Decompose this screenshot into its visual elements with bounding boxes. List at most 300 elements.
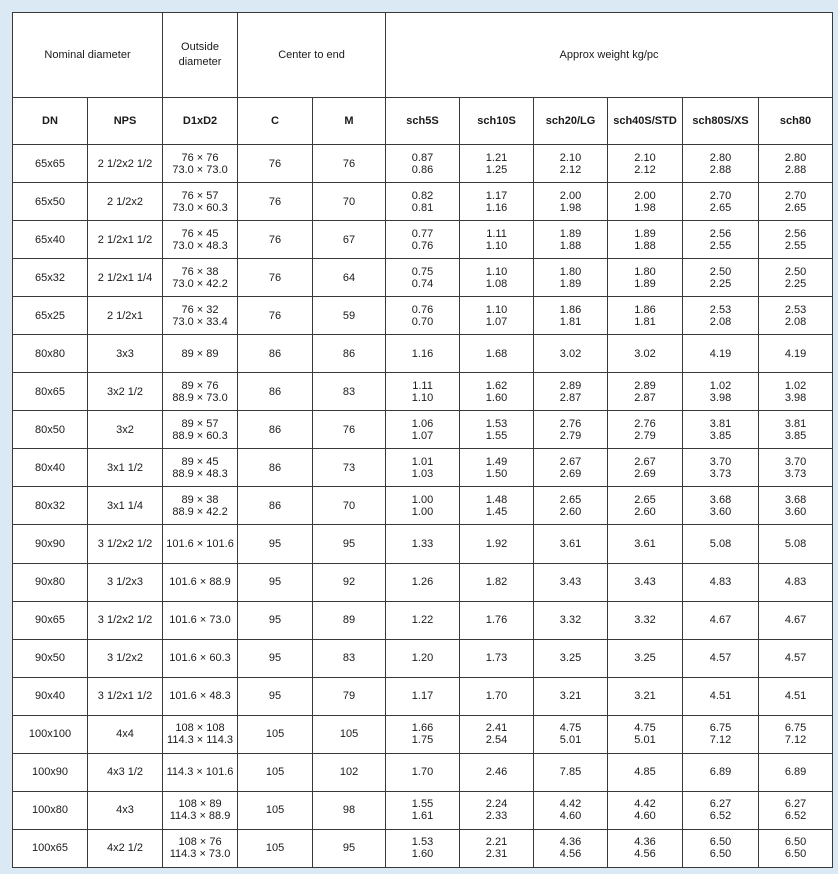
header-center-to-end: Center to end xyxy=(238,13,386,98)
sch5s-cell-line: 0.70 xyxy=(411,315,434,328)
sch80s-xs-cell-line: 4.51 xyxy=(709,690,732,703)
outside-diameter-cell xyxy=(163,183,238,221)
sch10s-cell xyxy=(460,411,534,449)
center-m-cell: 105 xyxy=(313,715,386,753)
outside-diameter-cell xyxy=(163,715,238,753)
sch40s-std-cell-line: 1.86 xyxy=(634,303,656,316)
sch20-lg-cell xyxy=(534,639,608,677)
table-row xyxy=(13,563,833,601)
sch80s-xs-cell-line: 6.89 xyxy=(709,766,732,779)
sch5s-cell-line: 1.20 xyxy=(411,652,434,665)
outside-diameter-cell xyxy=(163,829,238,867)
sch80s-xs-cell xyxy=(683,525,759,563)
center-c-cell: 95 xyxy=(238,525,313,563)
sch40s-std-cell-line: 3.61 xyxy=(634,537,656,550)
sch20-lg-cell-line: 2.10 xyxy=(559,151,582,164)
sch40s-std-cell-line: 4.85 xyxy=(634,766,656,779)
sch40s-std-cell-line: 4.60 xyxy=(634,810,656,823)
sch10s-cell-line: 1.16 xyxy=(485,201,508,214)
sch5s-cell xyxy=(386,715,460,753)
nps-cell: 4x3 xyxy=(88,791,163,829)
col-m-header: M xyxy=(313,98,386,145)
sch10s-cell-line: 1.45 xyxy=(485,505,508,518)
sch20-lg-cell-line: 2.65 xyxy=(559,493,582,506)
sch40s-std-cell xyxy=(608,335,683,373)
sch5s-cell xyxy=(386,525,460,563)
sch5s-cell-line: 1.00 xyxy=(411,493,434,506)
header-nominal-diameter: Nominal diameter xyxy=(13,13,163,98)
sch20-lg-cell-line: 3.61 xyxy=(559,537,582,550)
sch80s-xs-cell-line: 3.60 xyxy=(709,505,732,518)
sch80s-xs-cell-line: 6.75 xyxy=(709,722,732,735)
sch80-cell-line: 7.12 xyxy=(784,734,807,747)
sch20-lg-cell-line: 4.75 xyxy=(559,722,582,735)
center-c-cell: 86 xyxy=(238,487,313,525)
sch40s-std-cell-line: 2.89 xyxy=(634,379,656,392)
sch20-lg-cell xyxy=(534,601,608,639)
sch80-cell-line: 6.50 xyxy=(784,848,807,861)
sch10s-cell-line: 2.33 xyxy=(485,810,508,823)
sch80-cell-line: 2.80 xyxy=(784,151,807,164)
sch80-cell xyxy=(759,487,833,525)
sch80-cell-line: 2.70 xyxy=(784,189,807,202)
sch5s-cell-line: 0.77 xyxy=(411,227,434,240)
sch80-cell-line: 2.08 xyxy=(784,315,807,328)
sch80s-xs-cell-line: 2.50 xyxy=(709,265,732,278)
sch5s-cell-line: 0.75 xyxy=(411,265,434,278)
sch20-lg-cell-line: 4.60 xyxy=(559,810,582,823)
col-sch80s-xs-header: sch80S/XS xyxy=(683,98,759,145)
outside-diameter-cell xyxy=(163,525,238,563)
sch80s-xs-cell xyxy=(683,715,759,753)
sch10s-cell-line: 2.41 xyxy=(485,722,508,735)
sch10s-cell-line: 1.11 xyxy=(486,227,507,240)
outside-diameter-cell xyxy=(163,791,238,829)
sch10s-cell-line: 1.60 xyxy=(485,391,508,404)
outside-diameter-cell-line: 73.0 × 33.4 xyxy=(172,315,228,328)
center-c-cell: 95 xyxy=(238,639,313,677)
nps-cell: 2 1/2x2 xyxy=(88,183,163,221)
dn-cell: 65x65 xyxy=(13,145,88,183)
sch40s-std-cell-line: 4.56 xyxy=(634,848,656,861)
center-m-cell: 95 xyxy=(313,829,386,867)
sch80s-xs-cell xyxy=(683,259,759,297)
sch20-lg-cell-line: 2.76 xyxy=(559,417,582,430)
sch20-lg-cell-line: 1.88 xyxy=(559,239,582,252)
sch80-cell-line: 2.53 xyxy=(784,303,807,316)
dn-cell: 100x90 xyxy=(13,753,88,791)
center-m-cell: 70 xyxy=(313,183,386,221)
dn-cell: 80x50 xyxy=(13,411,88,449)
outside-diameter-cell xyxy=(163,145,238,183)
outside-diameter-cell-line: 88.9 × 48.3 xyxy=(172,467,228,480)
dn-cell: 90x65 xyxy=(13,601,88,639)
sch80s-xs-cell-line: 2.70 xyxy=(709,189,732,202)
sch5s-cell-line: 0.81 xyxy=(411,201,434,214)
sch40s-std-cell xyxy=(608,221,683,259)
sch5s-cell-line: 1.70 xyxy=(411,766,434,779)
nps-cell: 4x2 1/2 xyxy=(88,829,163,867)
sch5s-cell-line: 1.00 xyxy=(411,505,434,518)
outside-diameter-cell-line: 88.9 × 73.0 xyxy=(172,391,228,404)
sch20-lg-cell-line: 3.32 xyxy=(559,614,582,627)
sch40s-std-cell xyxy=(608,639,683,677)
center-m-cell: 70 xyxy=(313,487,386,525)
sch40s-std-cell-line: 1.80 xyxy=(634,265,656,278)
sch80-cell xyxy=(759,601,833,639)
sch40s-std-cell xyxy=(608,753,683,791)
sch5s-cell-line: 1.16 xyxy=(411,347,434,360)
sch5s-cell-line: 1.55 xyxy=(411,798,434,811)
sch40s-std-cell-line: 1.88 xyxy=(634,239,656,252)
sch40s-std-cell xyxy=(608,487,683,525)
outside-diameter-cell-line: 108 × 108 xyxy=(175,722,225,735)
sch40s-std-cell xyxy=(608,829,683,867)
outside-diameter-cell xyxy=(163,297,238,335)
sch80s-xs-cell-line: 6.52 xyxy=(709,810,732,823)
table-body xyxy=(13,145,833,868)
center-c-cell: 95 xyxy=(238,601,313,639)
col-c-header: C xyxy=(238,98,313,145)
outside-diameter-cell-line: 114.3 × 88.9 xyxy=(169,810,231,823)
sch80s-xs-cell-line: 2.88 xyxy=(709,163,732,176)
sch80s-xs-cell-line: 2.80 xyxy=(709,151,732,164)
table-row xyxy=(13,259,833,297)
sch40s-std-cell-line: 4.75 xyxy=(634,722,656,735)
center-c-cell: 76 xyxy=(238,145,313,183)
sch40s-std-cell xyxy=(608,677,683,715)
sch20-lg-cell-line: 3.21 xyxy=(559,690,582,703)
nps-cell: 3x2 xyxy=(88,411,163,449)
sch20-lg-cell-line: 1.89 xyxy=(559,227,582,240)
table-row xyxy=(13,297,833,335)
sch80-cell xyxy=(759,145,833,183)
sch40s-std-cell-line: 1.81 xyxy=(634,315,656,328)
sch10s-cell xyxy=(460,145,534,183)
col-sch5s-header: sch5S xyxy=(386,98,460,145)
sch80s-xs-cell xyxy=(683,563,759,601)
sch80s-xs-cell xyxy=(683,411,759,449)
outside-diameter-cell-line: 101.6 × 88.9 xyxy=(169,576,231,589)
sch80s-xs-cell-line: 2.53 xyxy=(709,303,732,316)
sch80s-xs-cell-line: 3.68 xyxy=(709,493,732,506)
table-row xyxy=(13,715,833,753)
sch5s-cell xyxy=(386,297,460,335)
sch20-lg-cell-line: 2.89 xyxy=(559,379,582,392)
sch40s-std-cell-line: 2.00 xyxy=(634,189,656,202)
sch20-lg-cell-line: 2.12 xyxy=(559,163,582,176)
outside-diameter-cell-line: 89 × 38 xyxy=(181,493,219,506)
sch5s-cell-line: 1.10 xyxy=(411,391,434,404)
sch10s-cell xyxy=(460,601,534,639)
header-approx-weight: Approx weight kg/pc xyxy=(386,13,833,98)
nps-cell: 2 1/2x1 1/2 xyxy=(88,221,163,259)
sch80s-xs-cell xyxy=(683,183,759,221)
sch20-lg-cell xyxy=(534,221,608,259)
nps-cell: 3x1 1/2 xyxy=(88,449,163,487)
dn-cell: 65x25 xyxy=(13,297,88,335)
sch80-cell-line: 4.19 xyxy=(784,347,807,360)
sch80-cell xyxy=(759,563,833,601)
outside-diameter-cell-line: 108 × 89 xyxy=(178,798,222,811)
sch80-cell xyxy=(759,829,833,867)
sch5s-cell-line: 1.22 xyxy=(411,614,434,627)
sch10s-cell xyxy=(460,677,534,715)
sch80-cell xyxy=(759,715,833,753)
sch10s-cell xyxy=(460,639,534,677)
sch80-cell xyxy=(759,449,833,487)
sch80s-xs-cell-line: 3.81 xyxy=(709,417,732,430)
sch40s-std-cell xyxy=(608,145,683,183)
outside-diameter-cell-line: 101.6 × 73.0 xyxy=(169,614,231,627)
sch80-cell xyxy=(759,335,833,373)
sch40s-std-cell xyxy=(608,715,683,753)
sch40s-std-cell-line: 2.10 xyxy=(634,151,656,164)
center-c-cell: 86 xyxy=(238,373,313,411)
sch40s-std-cell xyxy=(608,563,683,601)
sch20-lg-cell xyxy=(534,297,608,335)
sch5s-cell xyxy=(386,335,460,373)
sch80s-xs-cell xyxy=(683,145,759,183)
nps-cell: 3x2 1/2 xyxy=(88,373,163,411)
sch40s-std-cell-line: 3.21 xyxy=(634,690,656,703)
sch80-cell-line: 2.50 xyxy=(784,265,807,278)
outside-diameter-cell-line: 73.0 × 60.3 xyxy=(172,201,228,214)
nps-cell: 3 1/2x2 xyxy=(88,639,163,677)
nps-cell: 3 1/2x3 xyxy=(88,563,163,601)
center-m-cell: 67 xyxy=(313,221,386,259)
sch20-lg-cell xyxy=(534,145,608,183)
sch10s-cell xyxy=(460,791,534,829)
sch5s-cell xyxy=(386,563,460,601)
center-c-cell: 76 xyxy=(238,221,313,259)
sch20-lg-cell xyxy=(534,677,608,715)
sch80-cell-line: 2.25 xyxy=(784,277,807,290)
sch10s-cell-line: 1.21 xyxy=(485,151,508,164)
sch20-lg-cell xyxy=(534,753,608,791)
sch80s-xs-cell-line: 3.70 xyxy=(709,455,732,468)
center-c-cell: 105 xyxy=(238,715,313,753)
sch10s-cell xyxy=(460,335,534,373)
table-row xyxy=(13,335,833,373)
sch10s-cell-line: 1.10 xyxy=(485,239,508,252)
sch40s-std-cell xyxy=(608,449,683,487)
sch5s-cell xyxy=(386,753,460,791)
sch5s-cell-line: 1.61 xyxy=(411,810,434,823)
outside-diameter-cell-line: 114.3 × 73.0 xyxy=(169,848,231,861)
nps-cell: 3 1/2x1 1/2 xyxy=(88,677,163,715)
sch5s-cell-line: 0.76 xyxy=(411,303,434,316)
outside-diameter-cell xyxy=(163,639,238,677)
sch80-cell xyxy=(759,259,833,297)
sch5s-cell-line: 1.17 xyxy=(411,690,434,703)
sch80s-xs-cell-line: 2.56 xyxy=(709,227,732,240)
sch80s-xs-cell xyxy=(683,449,759,487)
sch40s-std-cell-line: 2.67 xyxy=(634,455,656,468)
sch10s-cell-line: 1.49 xyxy=(485,455,508,468)
center-c-cell: 105 xyxy=(238,829,313,867)
outside-diameter-cell xyxy=(163,563,238,601)
sch80-cell-line: 1.02 xyxy=(784,379,807,392)
sch5s-cell-line: 1.53 xyxy=(411,836,434,849)
sch5s-cell-line: 0.82 xyxy=(411,189,434,202)
center-c-cell: 76 xyxy=(238,259,313,297)
sch80s-xs-cell xyxy=(683,601,759,639)
sch20-lg-cell-line: 3.25 xyxy=(559,652,582,665)
sch80-cell-line: 4.57 xyxy=(784,652,807,665)
sch80-cell-line: 2.88 xyxy=(784,163,807,176)
dn-cell: 65x32 xyxy=(13,259,88,297)
sch80s-xs-cell xyxy=(683,753,759,791)
table-row xyxy=(13,829,833,867)
sch80s-xs-cell xyxy=(683,221,759,259)
sch5s-cell-line: 0.86 xyxy=(411,163,434,176)
sch5s-cell xyxy=(386,259,460,297)
center-c-cell: 86 xyxy=(238,449,313,487)
center-c-cell: 105 xyxy=(238,753,313,791)
sch20-lg-cell-line: 1.80 xyxy=(559,265,582,278)
center-m-cell: 83 xyxy=(313,639,386,677)
nps-cell: 3 1/2x2 1/2 xyxy=(88,525,163,563)
sch40s-std-cell-line: 3.43 xyxy=(634,576,656,589)
sch10s-cell-line: 1.70 xyxy=(485,690,508,703)
sch80-cell xyxy=(759,411,833,449)
outside-diameter-cell-line: 76 × 45 xyxy=(181,227,219,240)
sch5s-cell xyxy=(386,829,460,867)
sch5s-cell-line: 1.60 xyxy=(411,848,434,861)
table-row xyxy=(13,411,833,449)
sch40s-std-cell-line: 4.36 xyxy=(634,836,656,849)
center-m-cell: 64 xyxy=(313,259,386,297)
sch20-lg-cell-line: 3.43 xyxy=(559,576,582,589)
dn-cell: 80x40 xyxy=(13,449,88,487)
col-nps-header: NPS xyxy=(88,98,163,145)
sch40s-std-cell-line: 2.60 xyxy=(634,505,656,518)
center-m-cell: 86 xyxy=(313,335,386,373)
center-m-cell: 89 xyxy=(313,601,386,639)
sch80-cell xyxy=(759,297,833,335)
sch80s-xs-cell-line: 3.73 xyxy=(709,467,732,480)
center-m-cell: 73 xyxy=(313,449,386,487)
outside-diameter-cell-line: 76 × 38 xyxy=(181,265,219,278)
sch10s-cell-line: 1.68 xyxy=(485,347,508,360)
sch10s-cell-line: 1.82 xyxy=(485,576,508,589)
nps-cell: 2 1/2x1 xyxy=(88,297,163,335)
sch10s-cell xyxy=(460,183,534,221)
header-outside-diameter: Outside diameter xyxy=(163,13,238,98)
sch10s-cell xyxy=(460,259,534,297)
sch20-lg-cell-line: 2.67 xyxy=(559,455,582,468)
outside-diameter-cell-line: 73.0 × 48.3 xyxy=(172,239,228,252)
outside-diameter-cell-line: 76 × 76 xyxy=(181,151,219,164)
center-m-cell: 79 xyxy=(313,677,386,715)
sch40s-std-cell-line: 1.89 xyxy=(634,227,656,240)
sch20-lg-cell-line: 2.00 xyxy=(559,189,582,202)
sch80s-xs-cell xyxy=(683,639,759,677)
dn-cell: 80x80 xyxy=(13,335,88,373)
dn-cell: 65x40 xyxy=(13,221,88,259)
sch10s-cell-line: 2.54 xyxy=(485,734,508,747)
sch40s-std-cell xyxy=(608,411,683,449)
sch5s-cell-line: 1.33 xyxy=(411,537,434,550)
table-row xyxy=(13,183,833,221)
outside-diameter-cell-line: 114.3 × 101.6 xyxy=(166,766,234,779)
sch10s-cell-line: 2.31 xyxy=(485,848,508,861)
sch80-cell-line: 6.52 xyxy=(784,810,807,823)
table-row xyxy=(13,639,833,677)
outside-diameter-cell-line: 89 × 45 xyxy=(181,455,219,468)
center-c-cell: 76 xyxy=(238,183,313,221)
sch80-cell-line: 3.85 xyxy=(784,429,807,442)
sch80-cell xyxy=(759,373,833,411)
sch5s-cell-line: 1.75 xyxy=(411,734,434,747)
sch5s-cell-line: 0.74 xyxy=(411,277,434,290)
dn-cell: 90x50 xyxy=(13,639,88,677)
sch80-cell-line: 3.98 xyxy=(784,391,807,404)
sch80s-xs-cell-line: 6.50 xyxy=(709,836,732,849)
sch20-lg-cell xyxy=(534,411,608,449)
sch80s-xs-cell xyxy=(683,791,759,829)
outside-diameter-cell xyxy=(163,753,238,791)
sch10s-cell-line: 1.07 xyxy=(485,315,508,328)
outside-diameter-cell-line: 76 × 57 xyxy=(181,189,219,202)
sch5s-cell-line: 0.87 xyxy=(411,151,434,164)
sch5s-cell xyxy=(386,373,460,411)
sch40s-std-cell-line: 2.76 xyxy=(634,417,656,430)
sch80-cell xyxy=(759,525,833,563)
nps-cell: 4x4 xyxy=(88,715,163,753)
column-header-row xyxy=(13,98,833,145)
sch40s-std-cell xyxy=(608,297,683,335)
nps-cell: 2 1/2x2 1/2 xyxy=(88,145,163,183)
sch40s-std-cell-line: 3.02 xyxy=(634,347,656,360)
dn-cell: 100x80 xyxy=(13,791,88,829)
sch80s-xs-cell xyxy=(683,335,759,373)
sch80-cell-line: 2.56 xyxy=(784,227,807,240)
sch10s-cell-line: 1.73 xyxy=(485,652,508,665)
sch20-lg-cell-line: 1.89 xyxy=(559,277,582,290)
sch5s-cell-line: 1.11 xyxy=(412,379,433,392)
center-m-cell: 59 xyxy=(313,297,386,335)
sch80s-xs-cell-line: 4.67 xyxy=(709,614,732,627)
sch20-lg-cell-line: 4.36 xyxy=(559,836,582,849)
sch40s-std-cell-line: 2.69 xyxy=(634,467,656,480)
sch80-cell-line: 4.51 xyxy=(784,690,807,703)
sch5s-cell xyxy=(386,449,460,487)
sch80-cell-line: 6.27 xyxy=(784,798,807,811)
sch80s-xs-cell xyxy=(683,373,759,411)
sch40s-std-cell xyxy=(608,259,683,297)
sch80-cell-line: 4.67 xyxy=(784,614,807,627)
sch20-lg-cell-line: 1.81 xyxy=(559,315,582,328)
sch10s-cell xyxy=(460,753,534,791)
sch20-lg-cell-line: 7.85 xyxy=(559,766,582,779)
sch40s-std-cell xyxy=(608,791,683,829)
dn-cell: 80x65 xyxy=(13,373,88,411)
sch10s-cell xyxy=(460,487,534,525)
sch80s-xs-cell xyxy=(683,829,759,867)
nps-cell: 3x1 1/4 xyxy=(88,487,163,525)
center-m-cell: 76 xyxy=(313,145,386,183)
sch80-cell xyxy=(759,221,833,259)
sch5s-cell xyxy=(386,183,460,221)
col-sch20-lg-header: sch20/LG xyxy=(534,98,608,145)
sch80-cell xyxy=(759,677,833,715)
sch80-cell-line: 3.73 xyxy=(784,467,807,480)
sch10s-cell xyxy=(460,221,534,259)
center-c-cell: 95 xyxy=(238,563,313,601)
outside-diameter-cell-line: 88.9 × 42.2 xyxy=(172,505,228,518)
